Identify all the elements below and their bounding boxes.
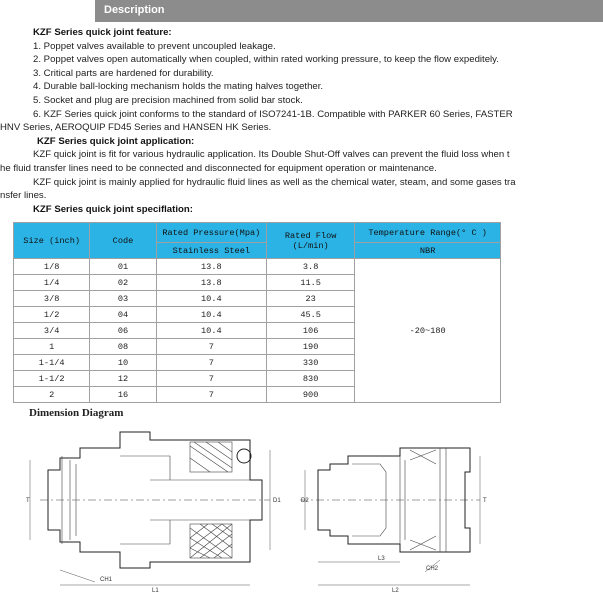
table-cell: 900 [267,387,355,403]
label-L3: L3 [378,556,385,562]
header-pressure-sub: Stainless Steel [156,243,266,259]
table-cell: 45.5 [267,307,355,323]
socket-coupler-drawing [30,432,270,585]
table-cell: 190 [267,339,355,355]
label-L2: L2 [392,588,399,594]
application-line-3: KZF quick joint is mainly applied for hydraulic fluid lines as well as the chemical water, steam, and some gases tra [33,176,516,188]
label-CH2: CH2 [426,566,439,572]
table-cell: 13.8 [156,259,266,275]
dimension-diagram [0,420,603,600]
features-heading: KZF Series quick joint feature: [33,27,172,38]
table-cell: 12 [90,371,156,387]
label-T-right: T [483,498,487,504]
table-cell: 02 [90,275,156,291]
table-cell: 10.4 [156,307,266,323]
dimension-diagram-title: Dimension Diagram [29,407,124,419]
feature-item-5: 5. Socket and plug are precision machined from solid bar stock. [33,94,303,106]
table-cell: 7 [156,371,266,387]
table-cell: 3/8 [14,291,90,307]
table-cell: 3/4 [14,323,90,339]
table-cell: 7 [156,387,266,403]
table-cell: 23 [267,291,355,307]
application-heading: KZF Series quick joint application: [37,135,195,147]
feature-item-6: 6. KZF Series quick joint conforms to the standard of ISO7241-1B. Compatible with PARKER 60 Series, FASTER [33,108,513,120]
table-cell: 16 [90,387,156,403]
tab-description-label: Description [104,4,165,16]
feature-item-3: 3. Critical parts are hardened for durability. [33,67,214,79]
label-L1: L1 [152,588,159,594]
table-cell: 01 [90,259,156,275]
table-cell: 106 [267,323,355,339]
header-code: Code [90,223,156,259]
feature-item-1: 1. Poppet valves available to prevent uncoupled leakage. [33,40,276,52]
label-T-left: T [26,498,30,504]
header-pressure: Rated Pressure(Mpa) [156,223,266,243]
table-cell: 1/8 [14,259,90,275]
table-cell: 13.8 [156,275,266,291]
table-cell: 1-1/2 [14,371,90,387]
feature-item-2: 2. Poppet valves open automatically when coupled, within rated working pressure, to keep the flow expeditely. [33,54,499,66]
table-cell: 03 [90,291,156,307]
description-content [0,26,593,216]
table-cell: 06 [90,323,156,339]
table-cell: 1/4 [14,275,90,291]
tab-description[interactable] [95,0,603,22]
table-cell: 1 [14,339,90,355]
spec-table [13,222,501,403]
table-cell: 2 [14,387,90,403]
table-cell: 830 [267,371,355,387]
label-D2: D2 [301,498,309,504]
table-cell: 3.8 [267,259,355,275]
feature-item-4: 4. Durable ball-locking mechanism holds the mating halves together. [33,81,324,93]
table-cell: 04 [90,307,156,323]
application-line-4: nsfer lines. [0,190,47,202]
application-line-1: KZF quick joint is fit for various hydraulic application. Its Double Shut-Off valves can prevent the fluid loss when t [33,149,510,161]
table-cell: 10 [90,355,156,371]
table-row [14,259,501,275]
locking-ball [237,449,251,463]
description-tab-bar [0,0,603,22]
table-cell: 1-1/4 [14,355,90,371]
header-temperature-sub: NBR [355,243,501,259]
feature-item-6-continued: HNV Series, AEROQUIP FD45 Series and HANSEN HK Series. [0,122,272,134]
table-cell: 11.5 [267,275,355,291]
table-cell: 10.4 [156,291,266,307]
application-line-2: he fluid transfer lines need to be connected and disconnected for equipment operation or maintenance. [0,162,437,174]
table-cell: 1/2 [14,307,90,323]
table-cell: 7 [156,339,266,355]
header-flow: Rated Flow (L/min) [267,223,355,259]
label-CH1: CH1 [100,577,113,583]
table-cell: 7 [156,355,266,371]
table-cell: 10.4 [156,323,266,339]
plug-nipple-drawing [300,448,480,585]
table-cell: 08 [90,339,156,355]
tab-bar-left-spacer [0,0,95,22]
spec-heading: KZF Series quick joint speciflation: [33,203,193,215]
temperature-range-cell: -20~180 [355,259,501,403]
label-D1: D1 [273,498,281,504]
header-size: Size (inch) [14,223,90,259]
header-temperature: Temperature Range(° C ) [355,223,501,243]
table-cell: 330 [267,355,355,371]
